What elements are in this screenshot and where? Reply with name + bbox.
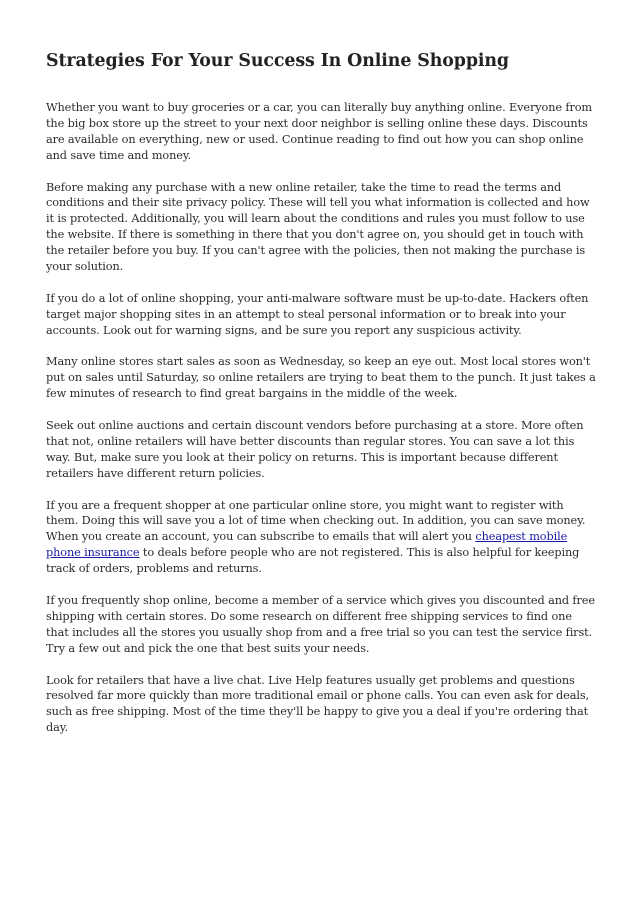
- document-page: [46, 48, 596, 752]
- paragraph-3: If you do a lot of online shopping, your anti-malware software must be up-to-date. Hackers often target major shopping sites in an attempt to steal personal information or to break into your accounts. Look out for warning signs, and be sure you report any suspicious activity.: [46, 291, 589, 337]
- insurance-link[interactable]: cheapest mobile phone insurance: [46, 530, 568, 560]
- paragraph-6: [46, 498, 596, 578]
- paragraph-6-text-after: to deals before people who are not registered. This is also helpful for keeping track of orders, problems and returns.: [46, 546, 580, 576]
- paragraph-5: Seek out online auctions and certain discount vendors before purchasing at a store. More often that not, online retailers will have better discounts than regular stores. You can save a lot this way. But, make sure you look at their policy on returns. This is important because different retailers have different return policies.: [46, 419, 584, 480]
- document-title: Strategies For Your Success In Online Shopping: [46, 51, 509, 71]
- paragraph-4: Many online stores start sales as soon as Wednesday, so keep an eye out. Most local stores won't put on sales until Saturday, so online retailers are trying to beat them to the punch. It just takes a few minutes of research to find great bargains in the middle of the week.: [46, 355, 596, 401]
- paragraph-8: Look for retailers that have a live chat. Live Help features usually get problems and questions resolved far more quickly than more traditional email or phone calls. You can even ask for deals, such as free shipping. Most of the time they'll be happy to give you a deal if you're ordering that day.: [46, 673, 589, 735]
- paragraph-7: If you frequently shop online, become a member of a service which gives you discounted and free shipping with certain stores. Do some research on different free shipping services to find one that includes all the stores you usually shop from and a free trial so you can test the service first. Try a few out and pick the one that best suits your needs.: [46, 594, 595, 655]
- paragraph-2: Before making any purchase with a new online retailer, take the time to read the terms and conditions and their site privacy policy. These will tell you what information is collected and how it is protected. Additionally, you will learn about the conditions and rules you must follow to use the website. If there is something in there that you don't agree on, you should get in touch with the retailer before you buy. If you can't agree with the policies, then not making the purchase is your solution.: [46, 180, 590, 274]
- paragraph-1: Whether you want to buy groceries or a car, you can literally buy anything online. Everyone from the big box store up the street to your next door neighbor is selling online these days. Discounts are available on everything, new or used. Continue reading to find out how you can shop online and save time and money.: [46, 101, 593, 162]
- paragraph-6-text-before: If you are a frequent shopper at one particular online store, you might want to register with them. Doing this will save you a lot of time when checking out. In addition, you can save money. When you create an account, you can subscribe to emails that will alert you: [46, 498, 586, 544]
